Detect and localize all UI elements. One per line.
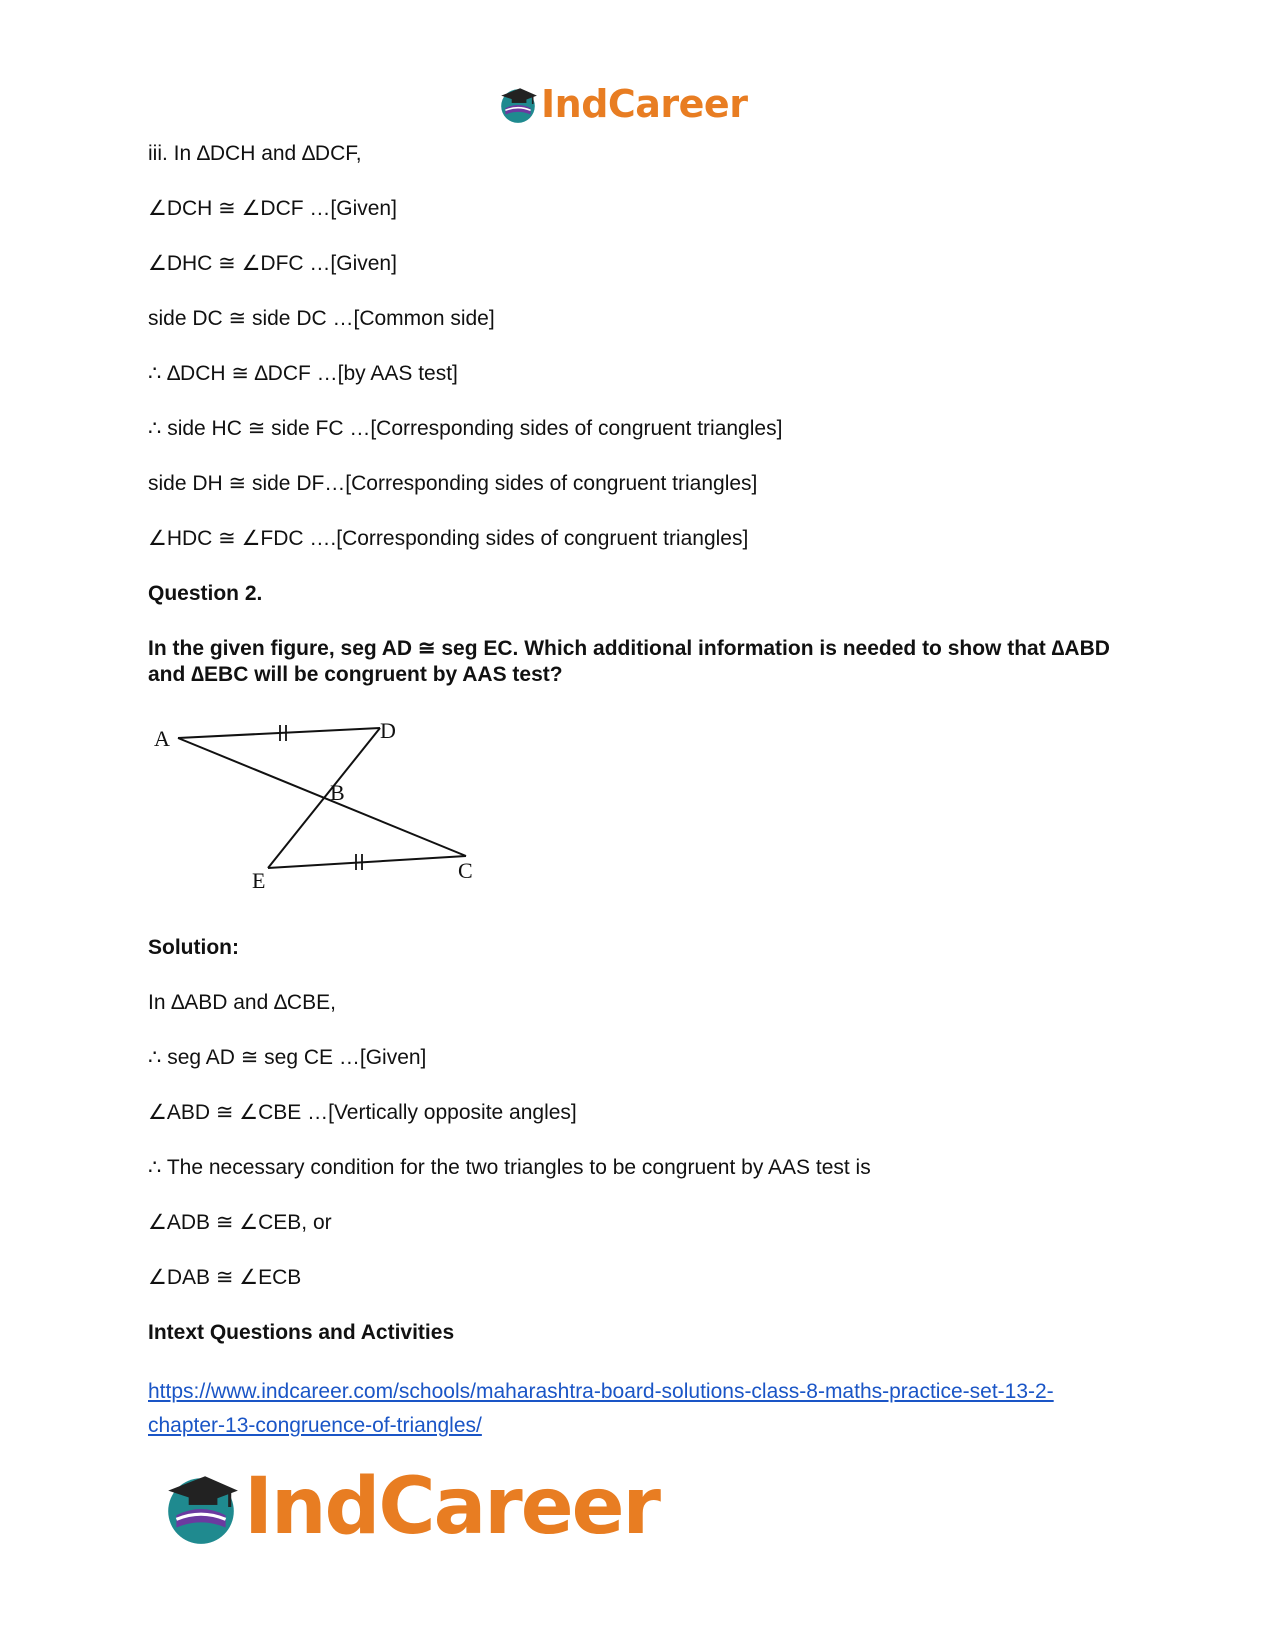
- segment-ad: [178, 728, 380, 738]
- intext-heading: Intext Questions and Activities: [148, 1321, 455, 1344]
- proof-line: side DH ≅ side DF…[Corresponding sides of congruent triangles]: [148, 472, 758, 495]
- proof-line: ∠HDC ≅ ∠FDC ….[Corresponding sides of congruent triangles]: [148, 527, 749, 550]
- footer-logo[interactable]: [160, 1462, 659, 1552]
- solution-line: ∴ The necessary condition for the two triangles to be congruent by AAS test is: [148, 1156, 871, 1179]
- intext-link[interactable]: https://www.indcareer.com/schools/maharashtra-board-solutions-class-8-maths-practice-set-13-2-chapter-13-congruence-of-triangles/: [148, 1380, 1054, 1437]
- solution-title: Solution:: [148, 936, 239, 959]
- solution-line: ∠ADB ≅ ∠CEB, or: [148, 1211, 332, 1234]
- proof-line: side DC ≅ side DC …[Common side]: [148, 307, 495, 330]
- proof-line: ∴ side HC ≅ side FC …[Corresponding sides of congruent triangles]: [148, 417, 783, 440]
- header-logo[interactable]: [497, 80, 747, 128]
- segment-de: [268, 728, 380, 868]
- brand-wordmark: IndCareer: [244, 1462, 659, 1552]
- brand-wordmark: IndCareer: [541, 82, 748, 126]
- segment-ec: [268, 856, 466, 868]
- proof-line: ∠DCH ≅ ∠DCF …[Given]: [148, 197, 397, 220]
- proof-line: ∠DHC ≅ ∠DFC …[Given]: [148, 252, 397, 275]
- document-body: [148, 141, 1148, 1443]
- solution-line: ∠ABD ≅ ∠CBE …[Vertically opposite angles]: [148, 1101, 577, 1124]
- solution-line: ∠DAB ≅ ∠ECB: [148, 1266, 302, 1289]
- point-label-a: A: [154, 726, 170, 751]
- question-title: Question 2.: [148, 582, 263, 605]
- proof-line: iii. In ∆DCH and ∆DCF,: [148, 142, 362, 165]
- proof-line: ∴ ∆DCH ≅ ∆DCF …[by AAS test]: [148, 362, 458, 385]
- point-label-c: C: [458, 858, 473, 883]
- point-label-b: B: [330, 780, 345, 805]
- solution-line: ∴ seg AD ≅ seg CE …[Given]: [148, 1046, 427, 1069]
- graduation-cap-book-globe-icon: [497, 83, 539, 125]
- question-text: In the given figure, seg AD ≅ seg EC. Which additional information is needed to show that ∆ABD and ∆EBC will be congruent by AAS test?: [148, 637, 1110, 686]
- segment-ac: [178, 738, 466, 856]
- graduation-cap-book-globe-icon: [160, 1466, 242, 1548]
- point-label-d: D: [380, 718, 396, 743]
- triangle-figure: [148, 708, 493, 898]
- solution-line: In ∆ABD and ∆CBE,: [148, 991, 336, 1014]
- point-label-e: E: [252, 868, 266, 893]
